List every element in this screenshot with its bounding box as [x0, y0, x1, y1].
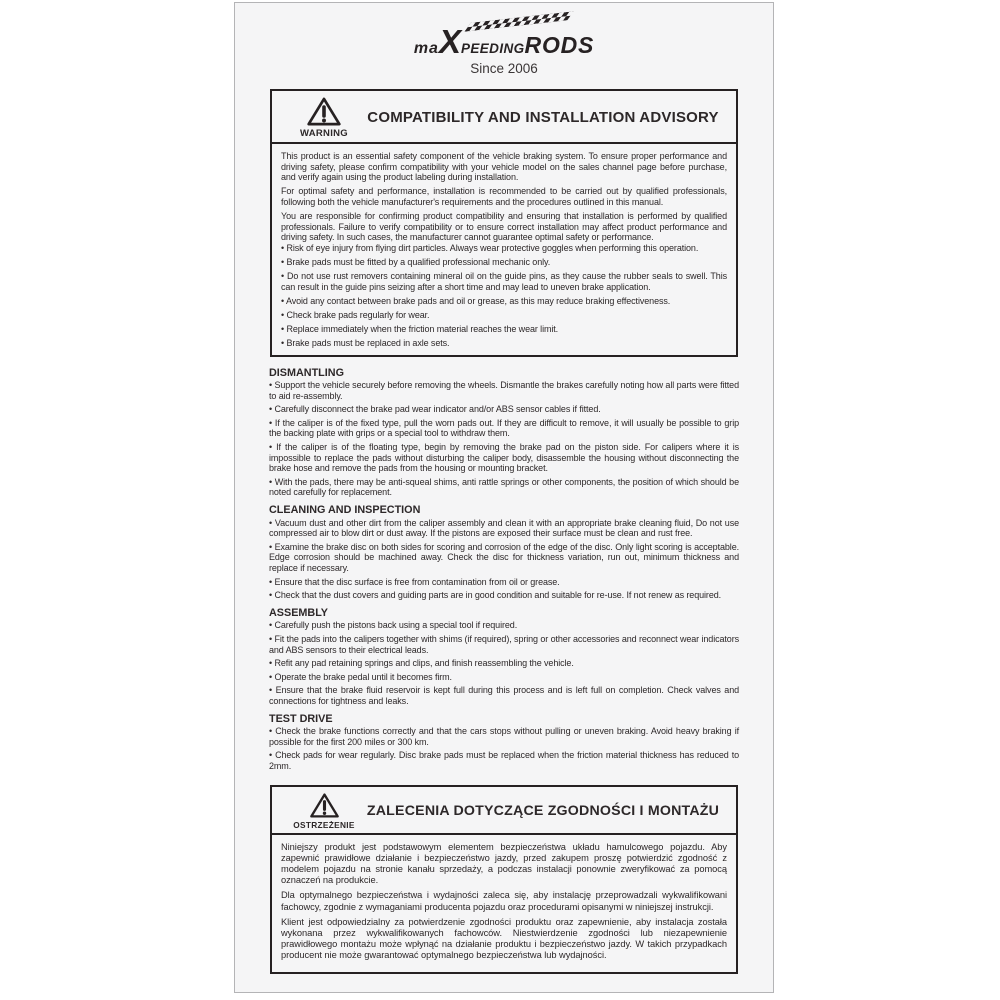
section-bullet: • Carefully push the pistons back using a special tool if required. [269, 620, 739, 631]
section-heading: ASSEMBLY [269, 606, 328, 619]
section-bullet: • With the pads, there may be anti-squeal shims, anti rattle springs or other components, the position of which should be noted carefully for replacement. [269, 477, 739, 498]
section-bullet: • Operate the brake pedal until it becomes firm. [269, 672, 739, 683]
section-heading: TEST DRIVE [269, 712, 333, 725]
advisory-body-pl [272, 835, 736, 972]
advisory-box-en [270, 89, 738, 357]
advisory-paragraphs-pl [281, 842, 727, 962]
section-bullet: • Check pads for wear regularly. Disc brake pads must be replaced when the friction material thickness has reduced to 2mm. [269, 750, 739, 771]
advisory-bullet: • Avoid any contact between brake pads and oil or grease, as this may reduce braking effectiveness. [281, 296, 727, 307]
section-bullet: • Carefully disconnect the brake pad wear indicator and/or ABS sensor cables if fitted. [269, 404, 739, 415]
section-assembly [269, 608, 739, 707]
manual-page [234, 2, 774, 993]
section-bullet: • Check the brake functions correctly and that the cars stops without pulling or uneven braking. Avoid heavy braking if possible for the first 200 miles or 300 km. [269, 726, 739, 747]
advisory-bullet: • Risk of eye injury from flying dirt particles. Always wear protective goggles when performing this operation. [281, 243, 727, 254]
section-bullet: • Vacuum dust and other dirt from the caliper assembly and clean it with an appropriate brake cleaning fluid, Do not use compressed air to blow dirt or dust away. If the pistons are exposed their surface must be clean and rust free. [269, 518, 739, 539]
procedure-sections [269, 368, 739, 772]
advisory-bullets-en [281, 243, 727, 349]
section-dismantling [269, 368, 739, 499]
advisory-bullet: • Brake pads must be fitted by a qualified professional mechanic only. [281, 257, 727, 268]
logo-text-x: X [438, 23, 461, 60]
advisory-paragraph: This product is an essential safety component of the vehicle braking system. To ensure proper performance and driving safety, please confirm compatibility with your vehicle model on the sales channel page before purchase, and verify again using the product labeling during installation. [281, 151, 727, 183]
advisory-title-en: COMPATIBILITY AND INSTALLATION ADVISORY [367, 109, 719, 126]
advisory-bullet: • Check brake pads regularly for wear. [281, 310, 727, 321]
section-bullet: • If the caliper is of the floating type, begin by removing the brake pad on the piston side. For calipers where it is impossible to replace the pads without disturbing the caliper body, disassemble the housing without disconnecting the brake hose and remove the pads from the housing or mounting bracket. [269, 442, 739, 474]
warning-triangle-icon [306, 96, 342, 127]
section-bullet: • Ensure that the brake fluid reservoir is kept full during this process and is left full on completion. Check valves and connections for tightness and leaks. [269, 685, 739, 706]
section-bullet: • Refit any pad retaining springs and clips, and finish reassembling the vehicle. [269, 658, 739, 669]
advisory-bullet: • Do not use rust removers containing mineral oil on the guide pins, as they cause the rubber seals to swell. This can result in the guide pins seizing after a short time and may lead to uneven brake application. [281, 271, 727, 292]
checkered-flag-icon [464, 11, 573, 31]
advisory-paragraphs-en [281, 151, 727, 243]
section-bullets [269, 620, 739, 706]
brand-tagline: Since 2006 [470, 61, 538, 76]
logo-text-peeding: PEEDING [460, 41, 525, 56]
advisory-bullet: • Replace immediately when the friction material reaches the wear limit. [281, 324, 727, 335]
section-test-drive [269, 714, 739, 772]
brand-logo [414, 25, 594, 58]
section-bullets [269, 726, 739, 771]
advisory-title-pl: ZALECENIA DOTYCZĄCE ZGODNOŚCI I MONTAŻU [366, 802, 720, 819]
warning-label-en: WARNING [299, 128, 348, 139]
advisory-box-pl [270, 785, 738, 974]
advisory-paragraph: You are responsible for confirming product compatibility and ensuring that installation is performed by qualified professionals. Failure to verify compatibility or to ensure correct installation may affect product performance and driving safety. In such cases, the manufacturer cannot guarantee optimal safety or performance. [281, 210, 727, 243]
advisory-paragraph: For optimal safety and performance, installation is recommended to be carried out by qualified professionals, following both the vehicle manufacturer's requirements and the procedures outlined in this manual. [281, 186, 727, 207]
section-cleaning-and-inspection [269, 505, 739, 601]
section-heading: DISMANTLING [269, 366, 344, 379]
warning-label-pl: OSTRZEŻENIE [293, 819, 355, 830]
advisory-body-en [272, 144, 736, 355]
section-bullet: • Check that the dust covers and guiding parts are in good condition and suitable for re-use. If not renew as required. [269, 590, 739, 601]
warning-block-pl [282, 792, 366, 830]
advisory-box-pl-header [272, 787, 736, 835]
advisory-paragraph: Dla optymalnego bezpieczeństwa i wydajności zaleca się, aby instalację przeprowadzali wykwalifikowani fachowcy, zgodnie z wymaganiami producenta pojazdu oraz procedurami opisanymi w niniejszej instrukcji. [281, 890, 727, 912]
brand-header [235, 25, 773, 76]
warning-triangle-icon [309, 792, 340, 819]
section-bullet: • If the caliper is of the fixed type, pull the worn pads out. If they are difficult to remove, it will usually be possible to grip the backing plate with grips or a special tool to withdraw them. [269, 418, 739, 439]
section-bullets [269, 380, 739, 498]
section-bullet: • Ensure that the disc surface is free from contamination from oil or grease. [269, 577, 739, 588]
advisory-box-en-header [272, 91, 736, 144]
section-heading: CLEANING AND INSPECTION [269, 504, 421, 517]
advisory-paragraph: Klient jest odpowiedzialny za potwierdzenie zgodności produktu oraz zapewnienie, aby instalacja została wykonana przez wykwalifikowanych fachowców. Niestwierdzenie zgodności lub niezapewnienie prawidłowego montażu może wpłynąć na działanie produktu i bezpieczeństwo jazdy. W takich przypadkach producent nie może gwarantować optymalnego bezpieczeństwa lub wydajności. [281, 916, 727, 961]
logo-text-rods: RODS [524, 32, 595, 58]
warning-block-en [282, 96, 366, 139]
logo-text-ma: ma [413, 40, 439, 57]
section-bullet: • Fit the pads into the calipers together with shims (if required), spring or other accessories and reconnect wear indicators and ABS sensors to their electrical leads. [269, 634, 739, 655]
advisory-paragraph: Niniejszy produkt jest podstawowym elementem bezpieczeństwa układu hamulcowego pojazdu. Aby zapewnić prawidłowe działanie i bezpieczeństwo jazdy, przed zakupem proszę potwierdzić zgodność z modelem pojazdu na stronie kanału sprzedaży, a podczas instalacji ponownie zweryfikować za pomocą oznaczeń na produkcie. [281, 841, 727, 886]
section-bullet: • Support the vehicle securely before removing the wheels. Dismantle the brakes carefully noting how all parts were fitted to aid re-assembly. [269, 380, 739, 401]
section-bullets [269, 518, 739, 601]
section-bullet: • Examine the brake disc on both sides for scoring and corrosion of the edge of the disc. Only light scoring is acceptable. Edge corrosion should be machined away. Check the disc for thickness variation, run out, minimum thickness and replace if necessary. [269, 542, 739, 574]
advisory-bullet: • Brake pads must be replaced in axle sets. [281, 338, 727, 349]
